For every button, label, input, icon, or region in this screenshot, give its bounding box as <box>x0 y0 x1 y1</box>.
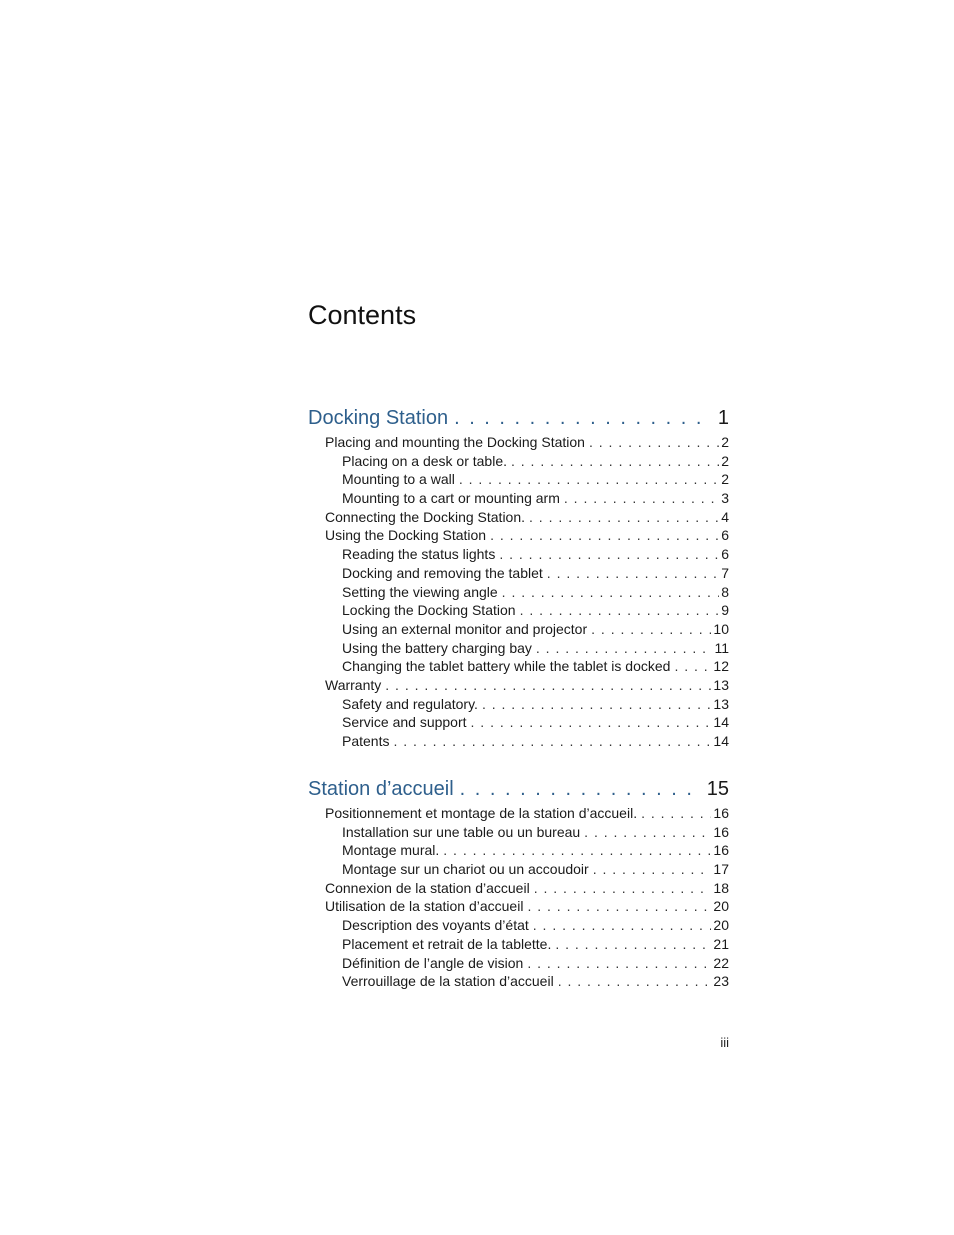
toc-entry-label: Using the battery charging bay <box>342 639 532 656</box>
toc-entry[interactable] <box>308 601 729 620</box>
page-folio: iii <box>720 1035 729 1050</box>
toc-entry[interactable] <box>308 564 729 583</box>
section-title: Docking Station <box>308 407 449 429</box>
leader-dots <box>555 935 711 954</box>
toc-entry[interactable] <box>308 452 729 471</box>
toc-entry[interactable] <box>308 639 729 658</box>
toc-entry[interactable] <box>308 860 729 879</box>
toc-entry[interactable] <box>308 620 729 639</box>
toc-entry-page-number: 16 <box>713 842 729 859</box>
toc-entry[interactable] <box>308 879 729 898</box>
toc-entry-label: Connexion de la station d’accueil <box>325 879 530 896</box>
section-page-number: 15 <box>706 778 729 800</box>
toc-entry-page-number: 3 <box>721 490 729 507</box>
toc-entry-page-number: 6 <box>721 546 729 563</box>
toc-entry-label: Définition de l’angle de vision <box>342 954 524 971</box>
leader-dots <box>459 470 719 489</box>
toc-entry-label: Placing and mounting the Docking Station <box>325 434 585 450</box>
leader-dots <box>527 954 711 973</box>
toc-entry-label: Using the Docking Station <box>325 527 487 544</box>
toc-entry-list <box>308 433 729 751</box>
toc-entry-page-number: 21 <box>713 935 729 952</box>
toc-entry-label: Montage sur un chariot ou un accoudoir <box>342 861 589 878</box>
toc-entry-page-number: 4 <box>721 508 729 525</box>
toc-entry-label: Patents <box>342 733 390 749</box>
toc-entry-label: Montage mural. <box>342 842 440 859</box>
toc-entry-page-number: 18 <box>713 879 729 896</box>
toc-entry-page-number: 22 <box>713 954 729 971</box>
toc-entry[interactable] <box>308 526 729 545</box>
toc-entry-page-number: 12 <box>713 658 729 675</box>
leader-dots <box>490 526 719 545</box>
toc-entry[interactable] <box>308 583 729 602</box>
toc-section-station-daccueil <box>308 776 729 991</box>
toc-entry[interactable] <box>308 657 729 676</box>
toc-entry[interactable] <box>308 489 729 508</box>
leader-dots <box>393 732 711 751</box>
toc-section-heading[interactable] <box>308 405 729 431</box>
toc-entry-page-number: 20 <box>713 917 729 934</box>
toc-entry[interactable] <box>308 916 729 935</box>
leader-dots <box>564 489 719 508</box>
toc-entry-page-number: 9 <box>721 602 729 619</box>
toc-entry[interactable] <box>308 713 729 732</box>
leader-dots <box>533 916 712 935</box>
leader-dots <box>529 508 719 527</box>
toc-entry-label: Placing on a desk or table. <box>342 452 507 469</box>
leader-dots <box>511 452 719 471</box>
leader-dots <box>674 657 711 676</box>
section-page-number: 1 <box>717 407 729 429</box>
toc-entry-page-number: 8 <box>721 583 729 600</box>
toc-entry[interactable] <box>308 732 729 751</box>
toc-entry[interactable] <box>308 676 729 695</box>
toc-entry-list <box>308 804 729 991</box>
toc-entry-page-number: 13 <box>713 695 729 712</box>
toc-entry-label: Installation sur une table ou un bureau <box>342 823 581 840</box>
toc-entry[interactable] <box>308 433 729 452</box>
toc-entry-page-number: 2 <box>721 434 729 450</box>
toc-entry[interactable] <box>308 508 729 527</box>
toc-section-docking-station <box>308 405 729 751</box>
leader-dots <box>454 405 712 431</box>
toc-entry-label: Connecting the Docking Station. <box>325 508 526 525</box>
leader-dots <box>460 776 701 802</box>
toc-entry-label: Safety and regulatory. <box>342 695 478 712</box>
toc-entry-label: Changing the tablet battery while the tablet is docked <box>342 658 671 675</box>
toc-entry-label: Locking the Docking Station <box>342 602 516 619</box>
toc-entry-page-number: 10 <box>713 620 729 637</box>
leader-dots <box>547 564 719 583</box>
toc-entry[interactable] <box>308 545 729 564</box>
toc-entry-page-number: 2 <box>721 471 729 488</box>
toc-entry[interactable] <box>308 935 729 954</box>
toc-entry-page-number: 14 <box>713 733 729 749</box>
toc-entry-page-number: 14 <box>713 714 729 731</box>
toc-entry-label: Using an external monitor and projector <box>342 620 588 637</box>
toc-entry-page-number: 23 <box>713 973 729 990</box>
toc-entry-page-number: 16 <box>713 823 729 840</box>
toc-entry-page-number: 20 <box>713 898 729 915</box>
toc-entry[interactable] <box>308 972 729 991</box>
toc-entry-label: Description des voyants d’état <box>342 917 529 934</box>
toc-entry[interactable] <box>308 841 729 860</box>
toc-entry-label: Utilisation de la station d’accueil <box>325 898 524 915</box>
toc-entry[interactable] <box>308 804 729 823</box>
toc-entry-page-number: 16 <box>713 805 729 821</box>
toc-entry-page-number: 17 <box>713 861 729 878</box>
toc-entry-label: Warranty <box>325 676 382 693</box>
leader-dots <box>499 545 719 564</box>
toc-entry-page-number: 7 <box>721 564 729 581</box>
leader-dots <box>520 601 720 620</box>
toc-entry[interactable] <box>308 695 729 714</box>
leader-dots <box>482 695 711 714</box>
toc-entry[interactable] <box>308 823 729 842</box>
page-title: Contents <box>308 300 417 330</box>
leader-dots <box>502 583 720 602</box>
leader-dots <box>589 433 719 452</box>
leader-dots <box>443 841 711 860</box>
section-title: Station d’accueil <box>308 778 454 800</box>
toc-entry-page-number: 13 <box>713 676 729 693</box>
toc-entry-label: Placement et retrait de la tablette. <box>342 935 552 952</box>
leader-dots <box>385 676 711 695</box>
toc-entry-label: Verrouillage de la station d’accueil <box>342 973 554 990</box>
toc-entry-label: Mounting to a cart or mounting arm <box>342 490 560 507</box>
leader-dots <box>591 620 711 639</box>
toc-entry-page-number: 11 <box>714 639 729 656</box>
leader-dots <box>593 860 712 879</box>
toc-entry-label: Reading the status lights <box>342 546 496 563</box>
leader-dots <box>584 823 711 842</box>
leader-dots <box>471 713 712 732</box>
toc-entry-label: Docking and removing the tablet <box>342 564 543 581</box>
toc-entry[interactable] <box>308 470 729 489</box>
toc-entry-page-number: 6 <box>721 527 729 544</box>
toc-entry-page-number: 2 <box>721 452 729 469</box>
leader-dots <box>558 972 712 991</box>
toc-section-heading[interactable] <box>308 776 729 802</box>
toc-entry[interactable] <box>308 954 729 973</box>
leader-dots <box>641 804 711 823</box>
toc-entry-label: Setting the viewing angle <box>342 583 498 600</box>
toc-entry[interactable] <box>308 897 729 916</box>
toc-entry-label: Mounting to a wall <box>342 471 455 488</box>
leader-dots <box>534 879 712 898</box>
leader-dots <box>527 897 711 916</box>
leader-dots <box>536 639 713 658</box>
toc-entry-label: Service and support <box>342 714 467 731</box>
toc-entry-label: Positionnement et montage de la station d’accueil. <box>325 805 638 821</box>
